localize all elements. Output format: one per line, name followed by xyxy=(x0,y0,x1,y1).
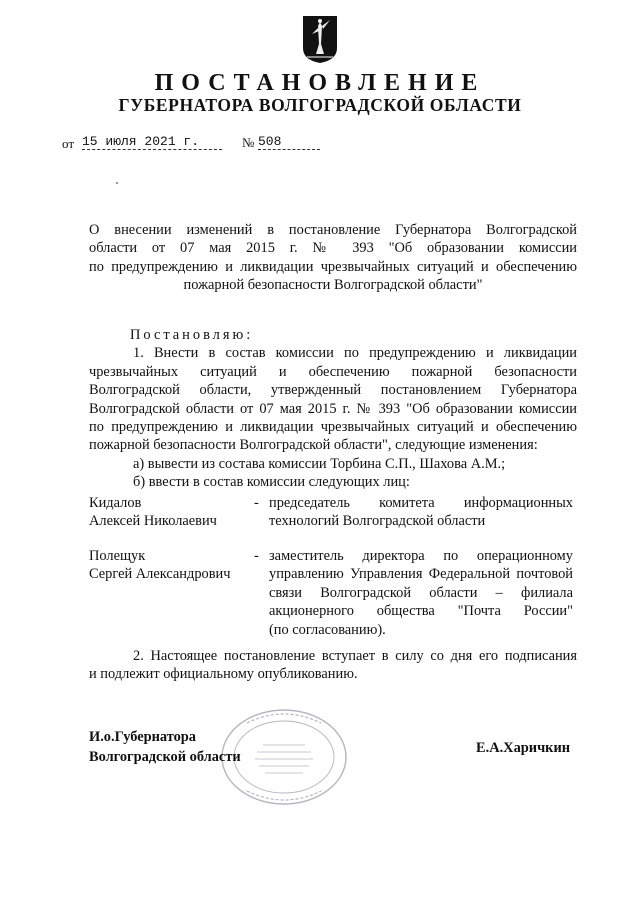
item1-line: чрезвычайных ситуаций и обеспечению пожарной безопасности xyxy=(89,363,577,380)
item1-line: 1. Внести в состав комиссии по предупреждению и ликвидации xyxy=(133,345,577,362)
decree-word: Постановляю: xyxy=(130,327,254,343)
signatory-name: Е.А.Харичкин xyxy=(476,740,571,756)
member-given-names: Сергей Александрович xyxy=(89,566,231,583)
item2-line: 2. Настоящее постановление вступает в силу со дня его подписания xyxy=(133,648,577,664)
item2 xyxy=(89,647,577,684)
member-position xyxy=(269,547,573,639)
subject-line: О внесении изменений в постановление Губернатора Волгоградской xyxy=(89,222,577,238)
sub-item-b: б) ввести в состав комиссии следующих лиц: xyxy=(133,474,410,491)
position-line: технологий Волгоградской области xyxy=(269,513,486,530)
position-line: (по согласованию). xyxy=(269,621,386,638)
item1-line: Волгоградской области, утвержденный постановлением Губернатора xyxy=(89,382,577,399)
date-prefix: от xyxy=(62,136,75,151)
member-given-names: Алексей Николаевич xyxy=(89,513,217,530)
member-name xyxy=(89,547,249,584)
signatory-title-line: Волгоградской области xyxy=(89,749,241,765)
item2-line: и подлежит официальному опубликованию. xyxy=(89,666,358,683)
decree-date: 15 июля 2021 г. xyxy=(82,134,222,150)
subject-line: области от 07 мая 2015 г. № 393 "Об образовании комиссии xyxy=(89,240,577,257)
decree-subject xyxy=(89,221,577,295)
position-line: акционерного общества "Почта России" xyxy=(269,603,573,620)
document-subtitle: ГУБЕРНАТОРА ВОЛГОГРАДСКОЙ ОБЛАСТИ xyxy=(118,95,522,115)
position-line: связи Волгоградской области – филиала xyxy=(269,584,573,601)
subject-line: пожарной безопасности Волгоградской области" xyxy=(183,277,483,294)
member-name xyxy=(89,494,249,531)
decree-body xyxy=(89,326,577,492)
position-line: председатель комитета информационных xyxy=(269,495,573,511)
member-surname: Кидалов xyxy=(89,495,142,511)
member-surname: Полещук xyxy=(89,548,146,564)
coat-of-arms-emblem xyxy=(301,14,339,64)
signatory-title xyxy=(89,727,241,767)
member-dash: - xyxy=(254,548,259,564)
member-position xyxy=(269,494,573,531)
subject-line: по предупреждению и ликвидации чрезвычайных ситуаций и обеспечению xyxy=(89,258,577,275)
member-dash: - xyxy=(254,495,259,511)
document-title: ПОСТАНОВЛЕНИЕ xyxy=(154,70,486,96)
position-line: управлению Управления Федеральной почтовой xyxy=(269,566,573,583)
decree-number: 508 xyxy=(258,134,320,150)
item1-line: Волгоградской области от 07 мая 2015 г. № 393 "Об образовании комиссии xyxy=(89,400,577,417)
item1-line: пожарной безопасности Волгоградской области", следующие изменения: xyxy=(89,437,538,454)
position-line: заместитель директора по операционному xyxy=(269,548,573,564)
signatory-title-line: И.о.Губернатора xyxy=(89,729,196,745)
scan-speck xyxy=(116,182,118,184)
sub-item-a: а) вывести из состава комиссии Торбина С.П., Шахова А.М.; xyxy=(133,455,506,472)
number-sign: № xyxy=(242,135,255,150)
item1-line: по предупреждению и ликвидации чрезвычайных ситуаций и обеспечению xyxy=(89,419,577,436)
